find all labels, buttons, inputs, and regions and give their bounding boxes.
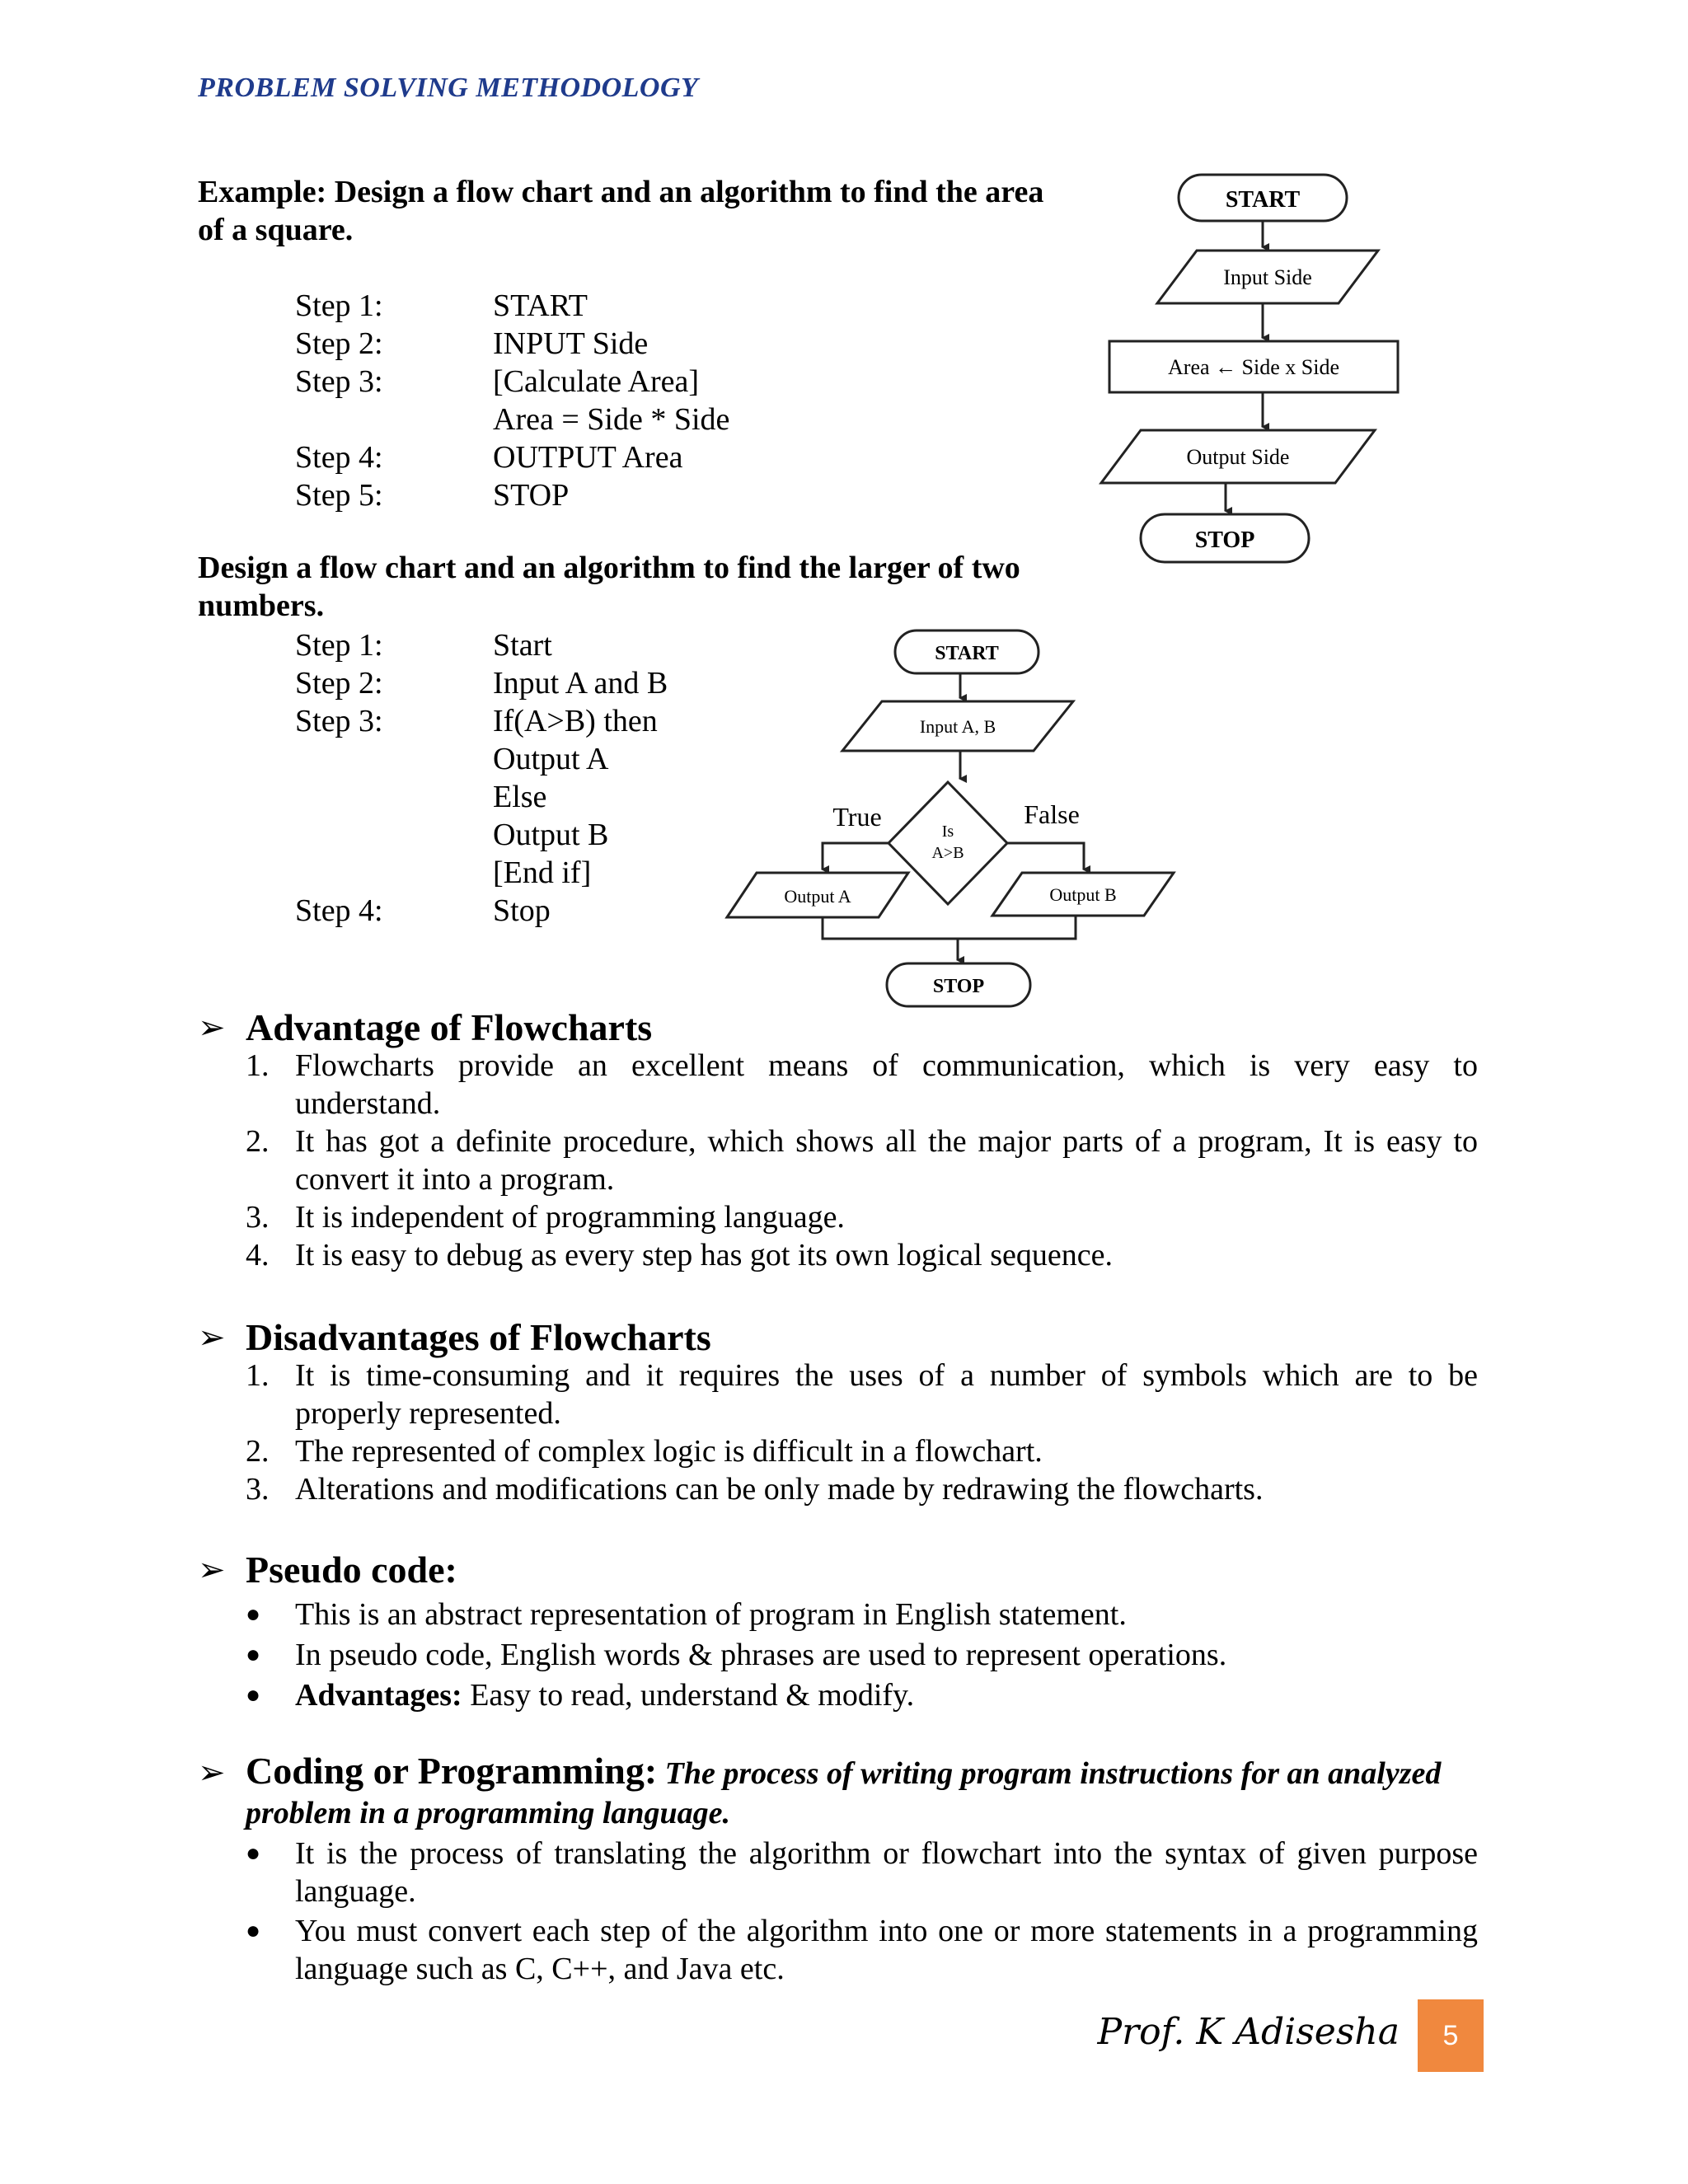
input-side-label: Input Side: [1223, 265, 1312, 289]
start-label: START: [1225, 187, 1301, 213]
output-side-label: Output Side: [1186, 445, 1290, 469]
coding-definition-line1: The process of writing program instructions for an analyzed: [657, 1756, 1442, 1791]
flowchart-larger-of-two: [717, 622, 1179, 1018]
decision-diamond: [889, 782, 1007, 904]
advantages-text: Easy to read, understand & modify.: [462, 1678, 915, 1713]
bullet-dot-icon: ●: [246, 1917, 261, 1944]
arrow-bullet-icon: ➢: [198, 1319, 226, 1357]
example2-title-line1: Design a flow chart and an algorithm to find the larger of two: [198, 551, 1020, 585]
output-b-label: Output B: [1049, 884, 1117, 905]
bullet-dot-icon: ●: [246, 1681, 261, 1708]
arrow-bullet-icon: ➢: [198, 1551, 226, 1589]
coding-definition-line2: problem in a programming language.: [246, 1796, 731, 1830]
example2-title-line2: numbers.: [198, 588, 325, 623]
page-number: 5: [1418, 1999, 1484, 2072]
advantages-heading: Advantage of Flowcharts: [246, 1006, 653, 1048]
arrow-bullet-icon: ➢: [198, 1009, 226, 1047]
example1-title-line2: of a square.: [198, 213, 354, 247]
disadvantages-heading: Disadvantages of Flowcharts: [246, 1316, 711, 1358]
decision-label-line2: A>B: [931, 844, 964, 862]
input-ab-label: Input A, B: [919, 716, 996, 737]
start-label: START: [935, 643, 999, 664]
flowchart-area-of-square: [1096, 165, 1409, 577]
pseudo-code-heading: Pseudo code:: [246, 1549, 457, 1591]
process-label: Area ← Side x Side: [1168, 355, 1339, 379]
output-a-label: Output A: [784, 886, 851, 907]
coding-heading-line: [246, 1749, 1441, 1793]
stop-label: STOP: [932, 976, 985, 997]
true-label: True: [832, 802, 882, 832]
stop-label: STOP: [1194, 527, 1255, 553]
bullet-dot-icon: ●: [246, 1840, 261, 1867]
bullet-dot-icon: ●: [246, 1601, 261, 1628]
bullet-dot-icon: ●: [246, 1641, 261, 1668]
footer-author: Prof. K Adisesha: [1097, 2011, 1400, 2053]
coding-heading: Coding or Programming:: [246, 1750, 658, 1792]
advantages-label: Advantages:: [295, 1678, 462, 1713]
example1-title-line1: Example: Design a flow chart and an algorithm to find the area: [198, 175, 1044, 209]
false-label: False: [1024, 799, 1080, 829]
arrow-bullet-icon: ➢: [198, 1754, 226, 1792]
running-header: PROBLEM SOLVING METHODOLOGY: [198, 73, 699, 103]
decision-label-line1: Is: [941, 823, 954, 841]
